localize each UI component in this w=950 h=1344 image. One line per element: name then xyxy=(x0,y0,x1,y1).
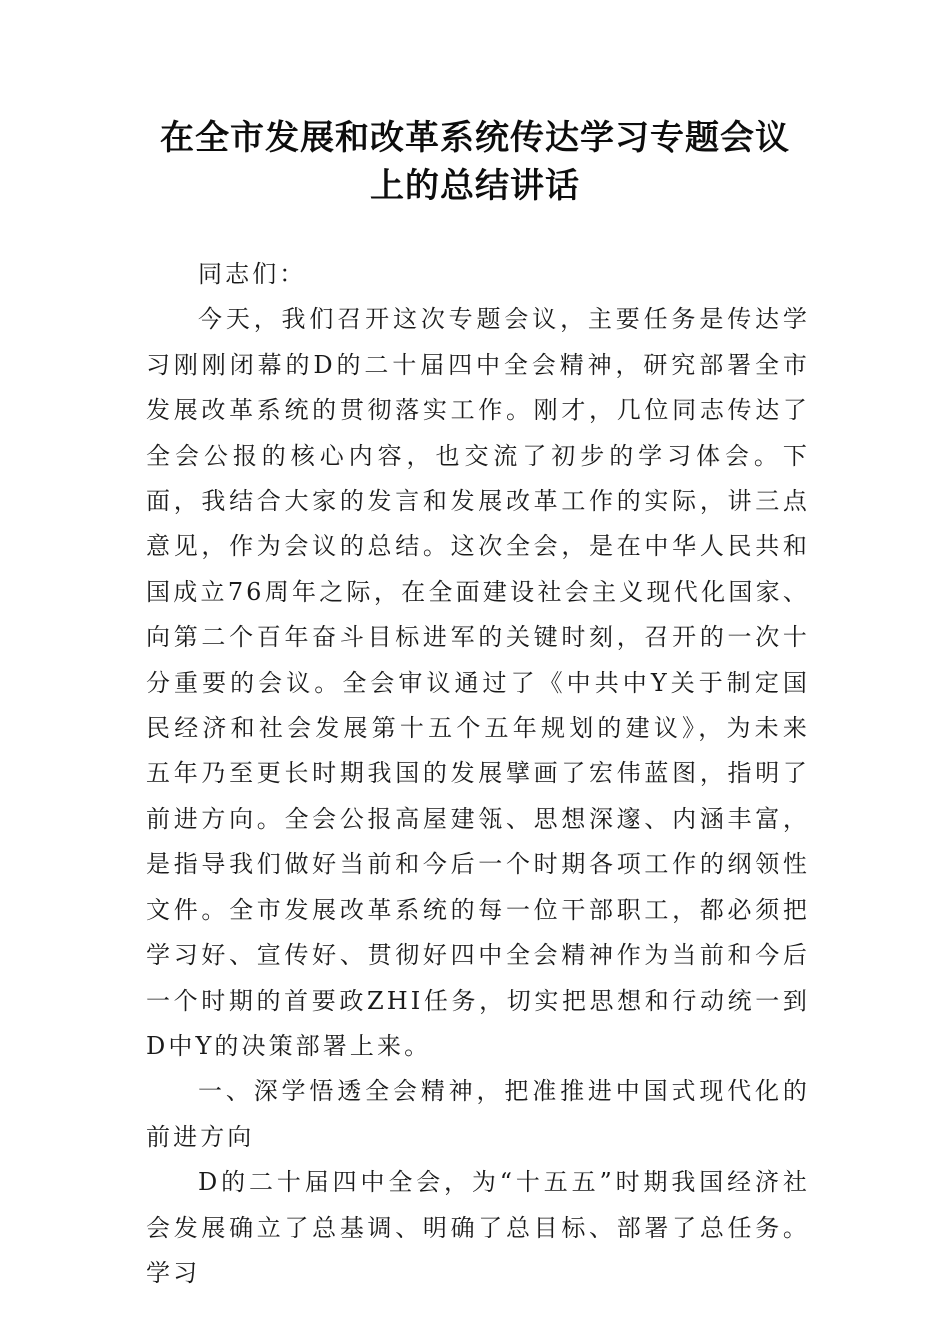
salutation: 同志们： xyxy=(198,260,307,288)
section-heading-1: 一、深学悟透全会精神，把准推进中国式现代化的前进方向 xyxy=(146,1077,810,1151)
paragraph-intro: 今天，我们召开这次专题会议，主要任务是传达学习刚刚闭幕的D的二十届四中全会精神，研究部署全市发展改革系统的贯彻落实工作。刚才，几位同志传达了全会公报的核心内容，也交流了初步的学习体会。下面，我结合大家的发言和发展改革工作的实际，讲三点意见，作为会议的总结。这次全会，是在中华人民共和国成立76周年之际，在全面建设社会主义现代化国家、向第二个百年奋斗目标进军的关键时刻，召开的一次十分重要的会议。全会审议通过了《中共中Y关于制定国民经济和社会发展第十五个五年规划的建议》，为未来五年乃至更长时期我国的发展擘画了宏伟蓝图，指明了前进方向。全会公报高屋建瓴、思想深邃、内涵丰富，是指导我们做好当前和今后一个时期各项工作的纲领性文件。全市发展改革系统的每一位干部职工，都必须把学习好、宣传好、贯彻好四中全会精神作为当前和今后一个时期的首要政ZHI任务，切实把思想和行动统一到D中Y的决策部署上来。 xyxy=(146,305,810,1060)
paragraph-section-1: D的二十届四中全会，为“十五五”时期我国经济社会发展确立了总基调、明确了总目标、部署了总任务。学习 xyxy=(146,1168,810,1287)
document-title-line-1: 在全市发展和改革系统传达学习专题会议 xyxy=(160,118,790,158)
document-title-line-2: 上的总结讲话 xyxy=(370,166,580,206)
document-body xyxy=(146,252,810,1296)
